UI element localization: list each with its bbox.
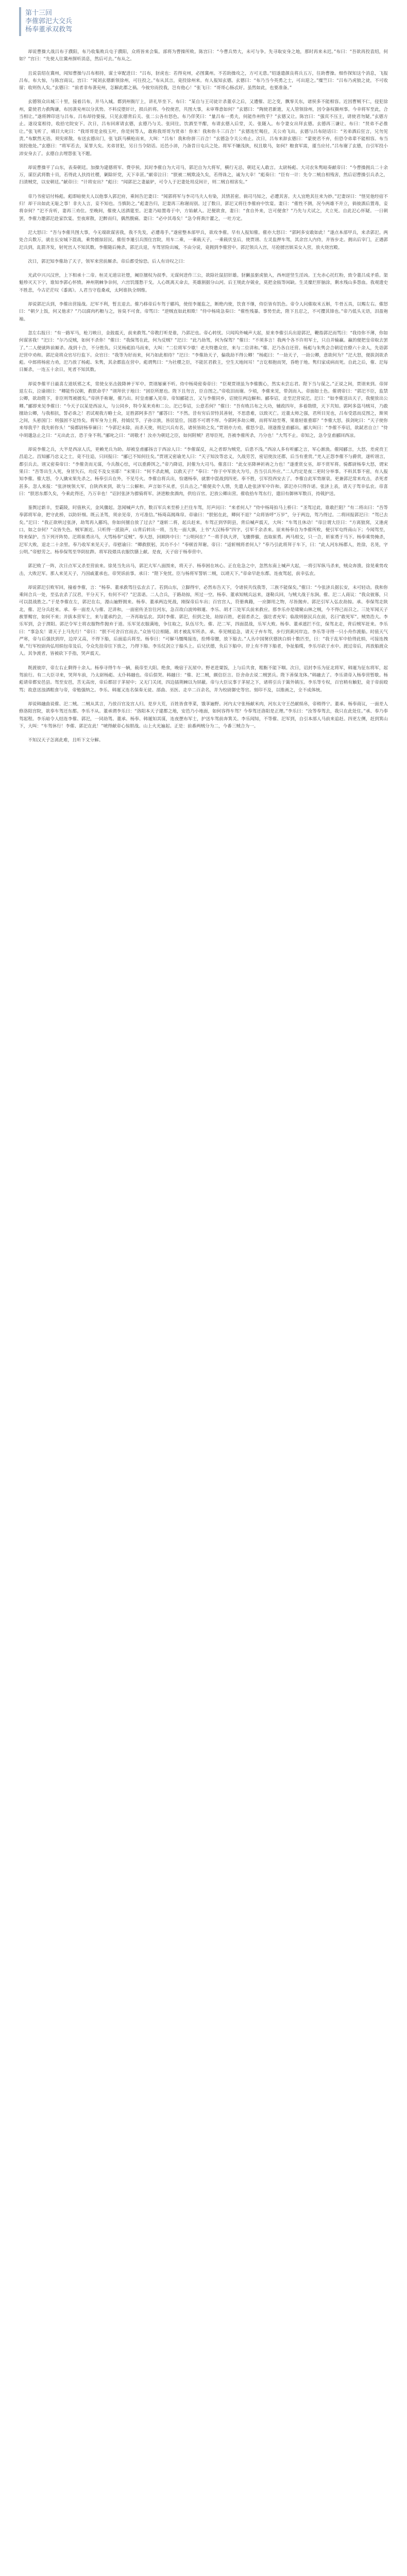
paragraph: 却说曹操大战吕布于濮阳，布乃收集败兵屯于濮阳，众将皆来会集。部将为曹操所败。陈宫曰：“今曹兵势大，未可与争。先寻取安身之地，那时再来未迟。”布曰：“吾欲再投袁绍，何如？”宫曰：“先使人往冀州探听消息，然后可去。”布从之。 (19, 49, 388, 62)
paragraph: 却说韩融曲说傕、汜二贼。二贼从其言，乃放百官及宫人归。是岁大荒，百姓皆食枣菜，饿莩遍野。河内太守张杨献米肉，河东太守王邑献绢帛，帝稍得宁。董承、杨奉商议，一面差人修洛阳宫院，欲奉车驾还东都。李乐不从。董承谓李乐曰：“洛阳本天子建都之地，安邑乃小地面，如何容得车驾？今奉驾还洛阳是正理。”李乐曰：“汝等奉驾去，我只在此处住。”承、奉乃奉驾起程。李乐暗令人结连李傕、郭汜，一同劫驾。董承、杨奉、韩暹知其谋，连夜摆布军士，护送车驾前奔箕关。李乐闻知，不等傕、汜军到，自引本部人马前来追赶。四更左侧，赶到箕山下，大叫：“车驾休行！李傕、郭汜在此！”唬得献帝心惊胆战。山上火光遍起。正是：前番两贼分为二，今番三贼合为一。 (19, 701, 388, 729)
paragraph: 銮舆过新丰，至霸陵，时值秋天，金风骤起。忽闻喊声大作，数百军兵来至桥上拦住车驾，厉声问曰：“来者何人？”侍中杨琦拍马上桥曰：“圣驾过此，谁敢拦阻？”有二将出曰：“吾等奉郭将军命，把守此桥，以防奸细。既云圣驾，须亲见帝，方可准信。”杨琦高揭珠帘。帝谕曰：“朕躬在此，卿何不退？”众将皆呼“万岁”，分于两边，驾乃得过。二将回报郭汜曰：“驾已去矣。”汜曰：“我正欲哄过张济，劫驾再入郿坞，你如何擅自放了过去？”遂斩二将，起兵赶来。车驾正到华阴县，背后喊声震天，大叫：“车驾且休动！”帝泣谓大臣曰：“方离狼窝，又逢虎口，如之奈何？”众皆失色。贼军渐近。只听得一派鼓声，山背后转出一将，当先一面大旗，上书“大汉杨奉”四字，引军千余杀来。原来杨奉自为李傕所败，便引军屯终南山下；今闻驾至，特来保护。当下列开阵势。汜将崔勇出马，大骂杨奉“反贼”。奉大怒，回顾阵中曰：“公明何在？”一将手执大斧，飞骤骅骝，直取崔勇。两马相交，只一合，斩崔勇于马下。杨奉乘势掩杀，汜军大败，退走二十余里。奉乃收军来见天子。帝慰谕曰：“卿救朕躬，其功不小！”奉顿首拜谢。帝曰：“适斩贼将者何人？”奉乃引此将拜于车下，曰：“此人河东杨郡人，姓徐，名晃，字公明。”帝慰劳之。杨奉保驾至华阴驻跸。将军段煨具衣服饮膳上献。是夜，天子宿于杨奉营中。 (19, 505, 388, 555)
paragraph: 却说郭汜兵到，李傕出营接战。汜军不利，暂且退去。傕乃移帝后车驾于郿坞，使侄李暹监之，断绝内使，饮食不继，侍臣皆有饥色。帝令人问傕取米五斛，牛骨五具，以赐左右。傕怒曰：“朝夕上饭，何又他求？”乃以腐肉朽粮与之，皆臭不可食。帝骂曰：“逆贼直如此相欺！”侍中杨琦急奏曰：“傕性残暴。事势至此，陛下且忍之，不可撄其锋也。”帝乃低头无语，泪盈袍袖。 (19, 302, 388, 322)
paragraph: 郭汜败了一阵，次日点军又杀至营前来。徐晃当先出马，郭汜大军八面围来，将天子、杨奉困在垓心。正在危急之中，忽然东南上喊声大起，一将引军纵马杀来，贼众奔溃。徐晃乘势攻击，大败汜军。那人来见天子，乃国戚董承也。帝哭诉前事。承曰：“陛下免忧。臣与杨将军誓斩二贼，以靖天下。”帝命早赴东都。连夜驾起，前幸弘农。 (19, 564, 388, 577)
paragraph: 却说李傕平日最喜左道妖邪之术，常使女巫击鼓降神于军中。贾诩屡谏不听。侍中杨琦密奏帝曰：“臣观贾诩虽为李傕腹心，然实未尝忘君。陛下当与谋之。”正说之间，贾诩来到。帝屏退左右，泣谕诩曰：“卿能怜汉朝，救朕命乎？”诩拜伏于地曰：“固臣所愿也。陛下且勿言，臣自图之。”帝收泪而谢。少顷，李傕来见，带剑而入。帝面如土色。傕谓帝曰：“郭汜不臣，监禁公卿，欲劫陛下，非臣则驾被掳矣。”帝拱手称谢，傕乃出。时皇甫郦入见帝。帝知郦能言，又与李傕同乡，诏使往两边解和。郦奉诏，走至汜营说汜。汜曰：“如李傕送出天子，我便放出公卿。”郦即来见李傕曰：“今天子以某是西凉人，与公同乡，特令某来劝和二公。汜已奉诏，公意若何？”傕曰：“吾有败吕布之大功，辅政四年，多着勋绩，天下共知。郭阿多盗马贼耳，乃敢擅劫公卿，与我相抗，誓必诛之！君试观我方略士众，足胜郭阿多否？”郦答曰：“不然。昔有穷后羿恃其善射，不思患难，以致灭亡。近董太师之强，君所目见也，吕布受恩而反图之，斯须之间，头悬国门：则强固不足恃矣。将军身为上将，持钺仗节，子孙宗族，皆居显位，国恩不可谓不厚。今郭阿多劫公卿，而将军劫至尊，果谁轻谁重耶？”李傕大怒，拔剑叱曰：“天子使你来辱我乎？我先斩你头！”骑都尉杨奉谏曰：“今郭汜未除，而杀天使，则汜兴兵有名，诸侯皆助之矣。”贾诩亦力劝，傕怒少息。诩遂推皇甫郦出。郦大叫曰：“李傕不奉诏，欲弑君自立！”侍中胡邈急止之曰：“无出此言，恐于身不利。”郦叱之曰：“胡敬才！汝亦为朝廷之臣，如何附贼？君辱臣死，吾被李傕所杀，乃分也！”大骂不止。帝知之，急令皇甫郦回西凉。 (19, 381, 388, 438)
paragraph: 却说李傕之兵，大半是西凉人氏，更赖羌兵为助。却被皇甫郦扬言于西凉人曰：“李傕谋反，从之者即为贼党，后患不浅。”西凉人多有听郦之言，军心渐涣。傕闻郦言，大怒，差虎贲王昌追之。昌知郦乃忠义之士，竟不往追，只回报曰：“郦已不知何往矣。”贾诩又密谕羌人曰：“天子知汝等忠义，久战劳苦，密诏使汝还郡，后当有重赏。”羌人正怨李傕不与爵赏，遂听诩言，都引兵去。诩又密奏帝曰：“李傕贪而无谋，今兵散心怯，可以重爵饵之。”帝乃降诏，封傕为大司马。傕喜曰：“此女巫降神祈祷之力也！”遂重赏女巫，却不赏军将。骑都尉杨奉大怒，谓宋果曰：“吾等出生入死，身冒矢石，功反不及女巫耶！”宋果曰：“何不杀此贼，以救天子？”奉曰：“你于中军放火为号，吾当引兵外应。”二人约定是夜二更时分举事。不料其事不密，有人报知李傕。傕大怒，令人擒宋果先杀之。杨奉引兵在外，不见号火。李傕自将兵出，恰遇杨奉，就寨中混战到四更。奉不胜，引军投西安去了。李傕自此军势渐衰。更兼郭汜常来攻击，杀死者甚多。忽人来报：“张济统领大军，自陕西来到，欲与二公解和。声言如不从者，引兵击之。”傕便卖个人情，先遣人赴张济军中许和。郭汜亦只得许诺。张济上表，请天子驾幸弘农。帝喜曰：“朕思东都久矣，今乘此得还，乃万幸也！”诏封张济为骠骑将军。济进粮食酒肉，供给百官。汜放公卿出营。傕收拾车驾东行，遣旧有御林军数百，持戟护送。 (19, 447, 388, 497)
paragraph: 却说郭汜引败军回，撞着李傕，言：“杨奉、董承救驾往弘农去了。若到山东，立脚得牢，必然布告天下，令诸侯共伐我等，三族不能保矣。”傕曰：“今张济兵据长安，未可轻动。我和你乘间合兵一处，至弘农杀了汉君，平分天下，有何不可？”汜喜诺。二人合兵，于路劫掠，所过一空。杨奉、董承知贼兵远来，遂勒兵回，与贼大战于东涧。傕、汜二人商议：“我众彼寡，只可以混战胜之。”于是李傕在左，郭汜在右，漫山遍野拥来。杨奉、董承两边死战，刚保帝后车出；百官宫人，符册典籍，一应御用之物，尽皆抛弃。郭汜引军入弘农劫掠。承、奉保驾走陕北，傕、汜分兵赶来。承、奉一面差人与傕、汜讲和，一面密传圣旨往河东，急召故白波帅韩暹、李乐、胡才三处军兵前来救应。那李乐亦是啸聚山林之贼，今不得已而召之。三处军闻天子赦罪赐官，如何不来；并拔本营军士，来与董承约会，一齐再取弘农。其时李傕、郭汜，但到之处，劫掠百姓，老弱者杀之，强壮者充军；临敌则驱民兵在前，名曰“敢死军”。贼势浩大。李乐军到，会于渭阳。郭汜令军士将衣服物件抛弃于道。乐军见衣服满地，争往取之，队伍尽失。傕、汜二军，四面混战，乐军大败。杨奉、董承遮拦不住，保驾北走，背后贼军赶来。李乐曰：“事急矣！请天子上马先行！”帝曰：“朕不可舍百官而去。”众皆号泣相随。胡才被乱军所杀。承、奉见贼追急，请天子弃车驾，步行到黄河岸边。李乐等寻得一只小舟作渡船。时值天气严寒，帝与后强扶到岸，边岸又高，不得下船，后面追兵将至。杨奉曰：“可解马缰绳接连，拴缚帝腰，放下船去。”人丛中国舅伏德挟白绢十数匹至，曰：“我于乱军中拾得此绢，可接连拽辇。”行军校尉尚弘用绢包帝及后，令众先挂帝往下放之，乃得下船。李乐仗剑立于船头上。后兄伏德，负后下船中。岸上有不得下船者，争扯船缆，李乐尽砍于水中。渡过帝后，再放船渡众人。其争渡者，皆被砍下手指，哭声震天。 (19, 585, 388, 657)
paragraph: 且说袁绍在冀州，闻知曹操与吕布相持，谋士审配进曰：“吕布，豺虎也：若得兖州，必图冀州。不若助操攻之，方可无患。”绍遂遣颜良将兵五万，往助曹操。细作探知这个消息，飞报吕布。布大惊，与陈宫商议。宫曰：“闻刘玄德新领徐州，可往投之。”布从其言，竟投徐州来。有人报知玄德。玄德曰：“布乃当今英勇之士，可出迎之。”糜竺曰：“吕布乃虎狼之徒，不可收留；收则伤人矣。”玄德曰：“前者非布袭兖州，怎解此郡之祸。今彼穷而投我，岂有他心！”张飞曰：“哥哥心肠忒好。虽然如此，也要准备。” (19, 71, 388, 91)
paragraph: 帝乃书密诏付杨彪。彪即暗使夫人以他事入郭汜府，乘间告汜妻曰：“闻郭将军与李司马夫人有染，其情甚密。倘司马知之，必遭其害。夫人宜绝其往来为妙。”汜妻讶曰：“怪见他经宿不归！却干出如此无耻之事！非夫人言，妾不知也。当慎防之。”彪妻告归，汜妻再三称谢而别。过了数日，郭汜又将往李傕府中饮宴。妻曰：“傕性不测，况今两雄不并立，倘彼酒后置毒，妾将奈何？”汜不肯听，妻再三劝住。至晚间，傕使人送酒筵至。汜妻乃暗置毒于中，方始献入。汜便欲食，妻曰：“食自外来，岂可便食？”乃先与犬试之，犬立死。自此汜心怀疑。一日朝罢，李傕力邀郭汜赴家饮宴。至夜席散，汜醉而归，偶然腹痛。妻曰：“必中其毒矣！”急令将粪汁灌之，一吐方定。 (19, 194, 388, 222)
chapter-title-line-1: 李傕郭汜大交兵 (25, 18, 73, 25)
paragraph: 忽左右报曰：“有一路军马，枪刀映日，金鼓震天，前来救驾。”帝教打听是谁，乃郭汜也。帝心转忧。只闻坞外喊声大起，原来李傕引兵出迎郭汜，鞭指郭汜而骂曰：“我待你不薄，你如何谋害我！”汜曰：“尔乃反贼，如何不杀你！”傕曰：“我保驾在此，何为反贼？”汜曰：“此乃劫驾，何为保驾？”傕曰：“不须多言！我两个各不许用军士，只自并输赢。赢的便把皇帝取去罢了。”二人便就阵前厮杀。战到十合，不分胜负。只见杨彪拍马而来，大叫：“二位将军少歇！老夫特邀众官，来与二位讲和。”傕、汜乃各自还营。杨彪与朱隽会合朝廷官僚六十余人，先诣郭汜营中劝和。郭汜竟将众官尽行监下。众官曰：“我等为好而来，何乃如此相待？”汜曰：“李傕劫天子，偏我劫不得公卿！”杨彪曰：“一劫天子，一劫公卿，意欲何为？”汜大怒，便拔剑欲杀彪。中郎将杨密力劝，汜乃放了杨彪、朱隽，其余都监在营中。彪谓隽曰：“为社稷之臣，不能匡君救主，空生天地间耳！”言讫相抱而哭，昏绝于地。隽归家成病而死。自此之后，傕、汜每日厮杀，一连五十余日，死者不知其数。 (19, 330, 388, 373)
poem-paragraph: 光武中兴兴汉世，上下相承十二帝。桓灵无道宗社堕，阉臣擅权为叔季。无谋何进作三公，欲除社鼠招奸雄。豺獭虽驱虎狼入，西州逆竖生淫凶。王允赤心托红粉，致令董吕成矛盾。渠魁殄灭天下宁，谁知李郭心怀愤。神州荆棘争奈何，六宫饥馑愁干戈。人心既离天命去，英雄割据分山河。后王规此存兢业，莫把金瓯等闲缺。生灵糜烂肝脑涂，剩水残山多怨血。我观遗史不胜悲，今古茫茫叹《黍离》。人君当守苞桑戒，太阿谁执全纲维。 (19, 273, 388, 293)
paragraph: 却说曹操平了山东，表奏朝廷。加操为建德将军、费亭侯。其时李傕自为大司马，郭汜自为大将军，横行无忌，朝廷无人敢言。太尉杨彪、大司农朱隽暗奏献帝曰：“今曹操拥兵二十余万，谋臣武将数十员，若得此人扶持社稷，剿除奸党，天下幸甚。”献帝泣曰：“朕被二贼欺凌久矣，若得诛之，诚为大幸！”彪奏曰：“臣有一计：先令二贼自相残害，然后诏曹操引兵杀之，扫清贼党，以安朝廷。”献帝曰：“计将安出？”彪曰：“闻郭汜之妻最妒，可令人于汜妻处用反间计，则二贼自相害矣。” (19, 165, 388, 185)
chapter-title-line-2: 杨奉董承双救驾 (25, 26, 73, 33)
chapter-body (19, 48, 388, 751)
paragraph: 次日，郭汜知李傕劫了天子，领军来营前厮杀。帝后都受惊恐。后人有诗叹之曰： (28, 259, 188, 264)
chapter-header (19, 7, 388, 36)
paragraph: 汜大怒曰：“吾与李傕共图大事，今无端欲谋害我，我不先发，必遭毒手。”遂密整本部甲兵，欲攻李傕。早有人报知傕。傕亦大怒曰：“郭阿多安敢如此！”遂点本部甲兵，来杀郭汜。两处合兵数万，就在长安城下混战，乘势掳掠居民。傕侄李暹引兵围住宫院，用车二乘，一乘载天子，一乘载伏皇后，使贾诩、左灵监押车驾，其余宫人内侍，并皆步走。拥出后宰门，正遇郭汜兵到，乱箭齐发，射死宫人不知其数。李傕随后掩杀，郭汜兵退，车驾冒险出城，不由分说，竟拥到李傕营中。郭汜领兵入宫，尽抢掳宫嫔采女入营，放火烧宫殿。 (19, 230, 388, 250)
chapter-number: 第十三回 (25, 9, 53, 17)
paragraph: 玄德领众出城三十里，接着吕布，并马入城。都到州衙厅上，讲礼毕坐下。布曰：“某自与王司徒计杀董卓之后，又遭傕、汜之变，飘零关东，诸侯多不能相容。近因曹贼不仁，侵犯徐州，蒙使君力救陶谦，布因袭兖州以分其势。不料反堕奸计，损兵折将。今投使君，共图大事，未审尊意如何？”玄德曰：“陶使君新逝，无人管领徐州，因令备权摄州事。今幸将军至此，合当相让。”遂将牌印送与吕布。吕布却待要接，只见玄德背后关、张二公各有怒色。布乃佯笑曰：“量吕布一勇夫，何能作州牧乎？”玄德又让。陈宫曰：“强宾不压主，请使君勿疑。”玄德方止。遂设宴相待，收拾宅院安下。次日，吕布回席请玄德，玄德乃与关、张同往。饮酒至半酣，布请玄德入后堂，关、张随入。布令妻女出拜玄德。玄德再三谦让。布曰：“贤弟不必推让。”张飞听了，嗔目大叱曰：“我哥哥是金枝玉叶，你是何等人，敢称我哥哥为贤弟！你来！我和你斗三百合！”玄德连忙喝住，关公劝飞出。玄德与吕布陪话曰：“劣弟酒后狂言，兄勿见责。”布默然无语。须臾席散。布送玄德出门，张飞跃马横枪而来，大叫：“吕布！我和你拼三百合！”玄德急令关公劝止。次日，吕布来辞玄德曰：“蒙使君不弃，但恐令弟辈不能相容。布当别投他处。”玄德曰：“将军若去，某罪大矣。劣弟冒犯，另日当令陪话。近邑小沛，乃备昔日屯兵之处。将军不嫌浅狭，权且歇马，如何？粮食军需，谨当应付。”吕布谢了玄德，自引军投小沛安身去了。玄德自去埋怨张飞不题。 (19, 99, 388, 157)
paragraph: 不知汉天子怎离此难，且听下文分解。 (28, 738, 104, 743)
paragraph: 既渡彼岸，帝左右止剩得十余人。杨奉寻得牛车一辆，载帝至大阳。绝食，晚宿于瓦屋中。野老进粟饭，上与后共食，粗粝不能下咽。次日，诏封李乐为征北将军，韩暹为征东将军，起驾前行。有二大臣寻来，哭拜车前，乃太尉杨彪、太仆韩融也。帝后俱哭。韩融曰：“傕、汜二贼，颇信臣言。臣舍命去说二贼罢兵。陛下善保龙体。”韩融去了。李乐请帝入杨奉营暂歇。杨彪请帝都安邑县。驾至安邑，苦无高房，帝后都居于茅屋中；又无门关闭，四边插荆棘以为屏蔽。帝与大臣议事于茅屋之下，诸将引兵于篱外镇压。李乐等专权，百官稍有触犯，竟于帝前殴骂；故意送浊酒粗食与帝，帝勉强纳之。李乐、韩暹又连名保奏无徒、部曲、巫医、走卒二百余名，并为校尉御史等官。刻印不及，以锥画之，全不成体统。 (19, 665, 388, 693)
